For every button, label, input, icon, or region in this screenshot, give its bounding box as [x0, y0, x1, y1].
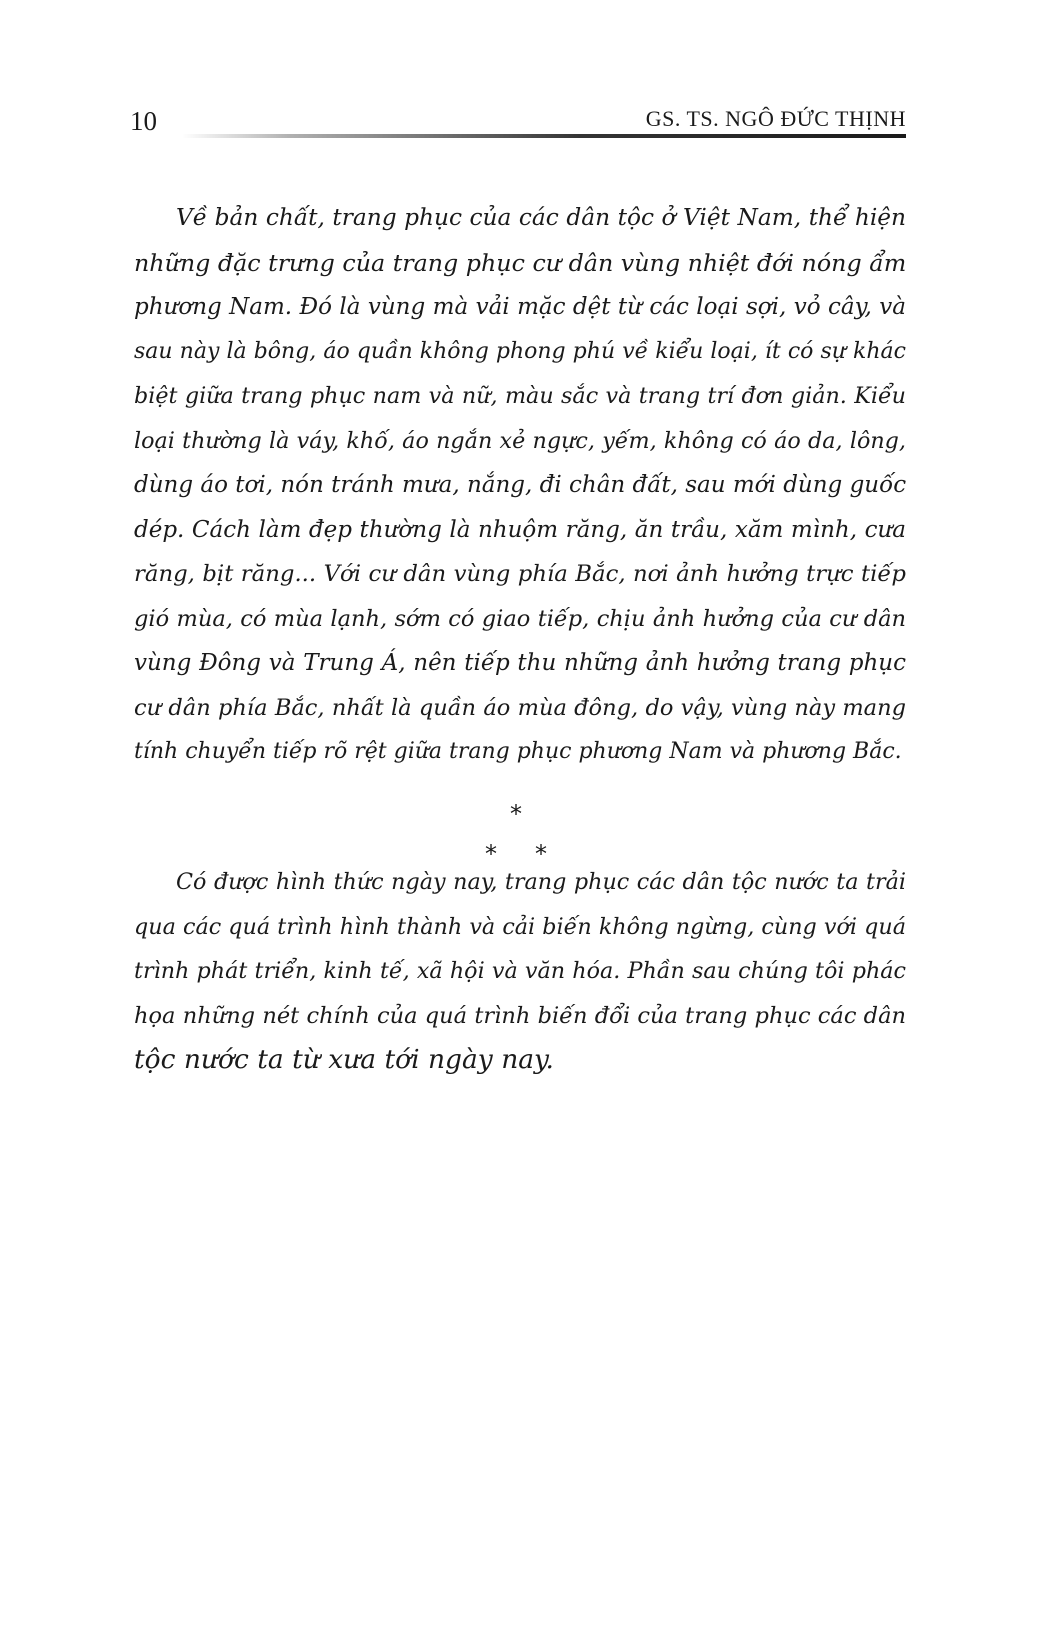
paragraph-line: Về bản chất, trang phục của các dân tộc ở Việt Nam, thể hiện: [176, 204, 906, 231]
paragraph-line: sau này là bông, áo quần không phong phú về kiểu loại, ít có sự khác: [134, 338, 906, 364]
paragraph-line: trình phát triển, kinh tế, xã hội và văn hóa. Phần sau chúng tôi phác: [134, 958, 906, 984]
paragraph-line: họa những nét chính của quá trình biến đổi của trang phục các dân: [134, 1002, 906, 1029]
running-head-title: GS. TS. NGÔ ĐỨC THỊNH: [645, 106, 906, 131]
paragraph-2: [134, 860, 906, 1083]
paragraph-line: những đặc trưng của trang phục cư dân vùng nhiệt đới nóng ẩm: [134, 248, 907, 277]
paragraph-line: phương Nam. Đó là vùng mà vải mặc dệt từ các loại sợi, vỏ cây, và: [134, 294, 906, 320]
paragraph-line: dùng áo tơi, nón tránh mưa, nắng, đi chân đất, sau mới dùng guốc: [134, 472, 907, 498]
header-rule: [182, 134, 906, 138]
paragraph-line: vùng Đông và Trung Á, nên tiếp thu những ảnh hưởng trang phục: [134, 650, 906, 676]
paragraph-line: Có được hình thức ngày nay, trang phục các dân tộc nước ta trải: [176, 869, 906, 895]
separator-star-left: *: [485, 840, 497, 868]
separator-star-right: *: [535, 840, 547, 868]
paragraph-line: tộc nước ta từ xưa tới ngày nay.: [134, 1044, 554, 1075]
paragraph-line: biệt giữa trang phục nam và nữ, màu sắc và trang trí đơn giản. Kiểu: [134, 383, 906, 409]
paragraph-1: [134, 196, 906, 775]
paragraph-line: tính chuyển tiếp rõ rệt giữa trang phục phương Nam và phương Bắc.: [134, 739, 902, 764]
paragraph-line: răng, bịt răng... Với cư dân vùng phía Bắc, nơi ảnh hưởng trực tiếp: [134, 561, 906, 587]
paragraph-line: gió mùa, có mùa lạnh, sớm có giao tiếp, chịu ảnh hưởng của cư dân: [134, 605, 906, 632]
page-number: 10: [130, 106, 157, 136]
paragraph-line: dép. Cách làm đẹp thường là nhuộm răng, ăn trầu, xăm mình, cưa: [134, 516, 906, 543]
paragraph-line: cư dân phía Bắc, nhất là quần áo mùa đông, do vậy, vùng này mang: [134, 694, 906, 721]
separator-star-top: *: [510, 800, 522, 828]
paragraph-line: qua các quá trình hình thành và cải biến không ngừng, cùng với quá: [134, 913, 906, 940]
paragraph-line: loại thường là váy, khố, áo ngắn xẻ ngực, yếm, không có áo da, lông,: [134, 427, 906, 454]
